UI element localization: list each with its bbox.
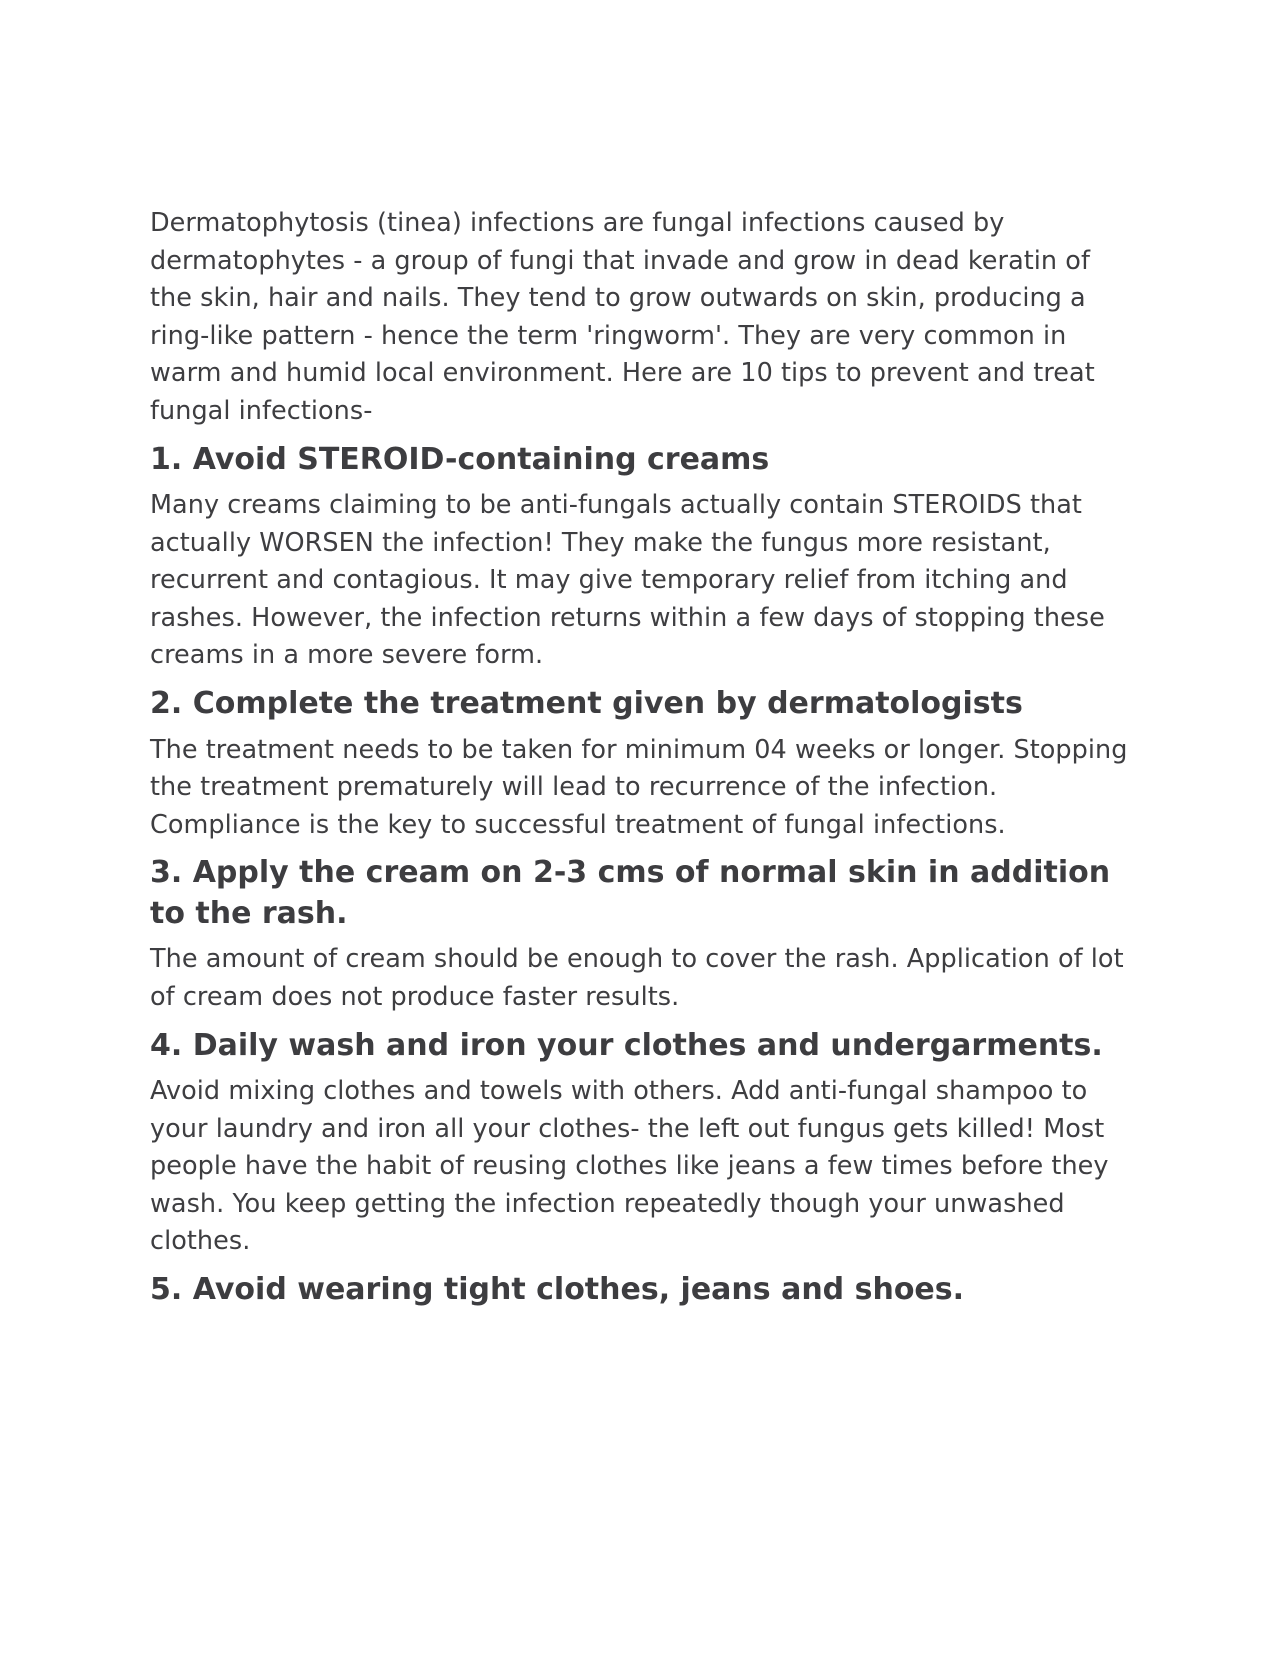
section-4-heading: 4. Daily wash and iron your clothes and undergarments. [150,1027,1103,1063]
section-3-heading: 3. Apply the cream on 2-3 cms of normal skin in addition to the rash. [150,855,1111,931]
section-3-body: The amount of cream should be enough to cover the rash. Application of lot of cream does not produce faster results. [150,944,1124,1012]
section-5-heading: 5. Avoid wearing tight clothes, jeans and shoes. [150,1271,965,1307]
section-2-heading: 2. Complete the treatment given by dermatologists [150,686,1023,722]
section-2-body: The treatment needs to be taken for minimum 04 weeks or longer. Stopping the treatment prematurely will lead to recurrence of the infection. Compliance is the key to successful treatment of fungal infections. [150,734,1128,840]
document-page [150,205,1140,1317]
section-1-heading: 1. Avoid STEROID-containing creams [150,441,770,477]
intro-paragraph: Dermatophytosis (tinea) infections are fungal infections caused by dermatophytes - a group of fungi that invade and grow in dead keratin of the skin, hair and nails. They tend to grow outwards on skin, producing a ring-like pattern - hence the term 'ringworm'. They are very common in warm and humid local environment. Here are 10 tips to prevent and treat fungal infections- [150,208,1095,426]
section-4-body: Avoid mixing clothes and towels with others. Add anti-fungal shampoo to your laundry and iron all your clothes- the left out fungus gets killed! Most people have the habit of reusing clothes like jeans a few times before they wash. You keep getting the infection repeatedly though your unwashed clothes. [150,1076,1109,1257]
section-1-body: Many creams claiming to be anti-fungals actually contain STEROIDS that actually WORSEN the infection! They make the fungus more resistant, recurrent and contagious. It may give temporary relief from itching and rashes. However, the infection returns within a few days of stopping these creams in a more severe form. [150,490,1105,671]
